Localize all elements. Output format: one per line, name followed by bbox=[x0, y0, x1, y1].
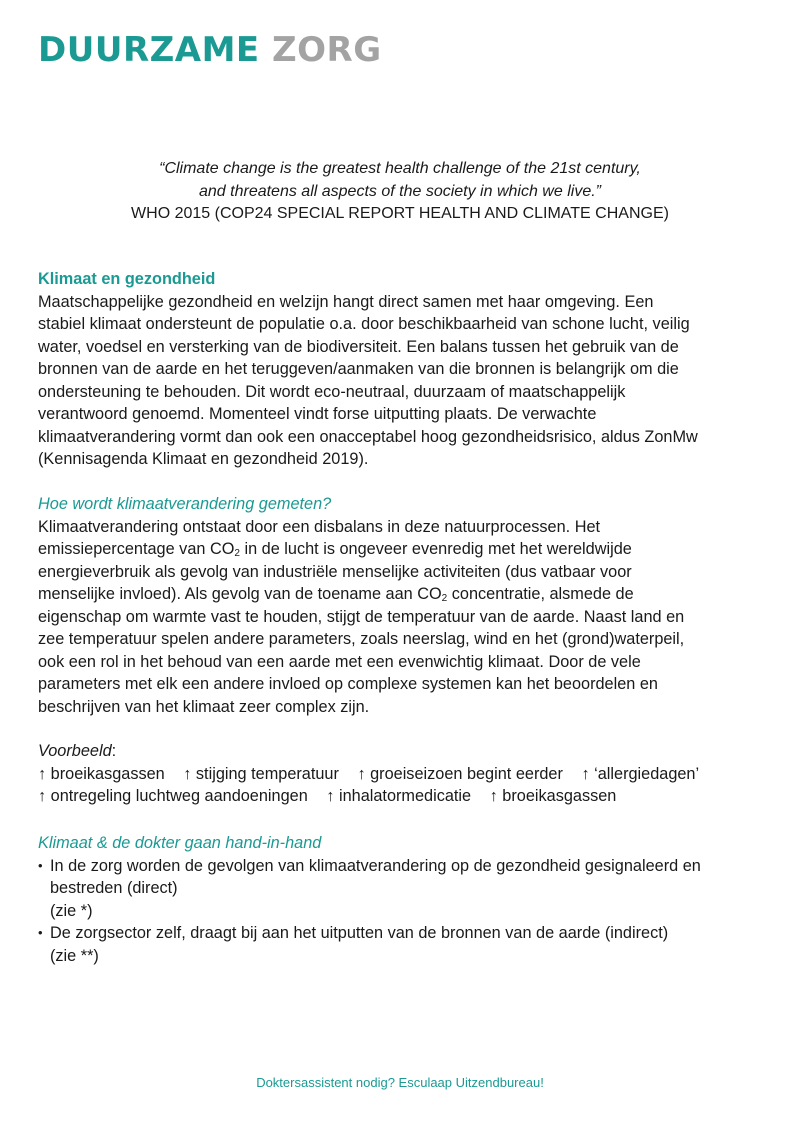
example-label bbox=[38, 740, 768, 763]
quote-line-2: and threatens all aspects of the society in which we live.” bbox=[199, 182, 601, 200]
example-label-text: Voorbeeld bbox=[38, 742, 112, 760]
bullet-line: bestreden (direct) bbox=[50, 879, 178, 897]
bullet-item bbox=[38, 922, 768, 967]
section-heading: Klimaat en gezondheid bbox=[38, 270, 216, 288]
bullet-line: • In de zorg worden de gevolgen van klimaatverandering op de gezondheid gesignaleerd en bbox=[50, 856, 701, 875]
subscript: 2 bbox=[441, 593, 448, 604]
paragraph-line: klimaatverandering vormt dan ook een onacceptabel hoog gezondheidsrisico, aldus ZonMw bbox=[38, 427, 698, 446]
example-block bbox=[38, 740, 768, 808]
title-part-1: DUURZAME bbox=[38, 30, 260, 70]
example-item: ↑ broeikasgassen bbox=[489, 787, 617, 805]
example-row-1 bbox=[38, 763, 768, 786]
paragraph-line: energieverbruik als gevolg van industriële menselijke activiteiten (dus vatbaar voor bbox=[38, 562, 632, 581]
footer-tagline: Doktersassistent nodig? Esculaap Uitzendbureau! bbox=[256, 1075, 544, 1090]
text-fragment: menselijke invloed). Als gevolg van de toename aan CO bbox=[38, 585, 442, 603]
paragraph-line: ook een rol in het behoud van een aarde met een evenwichtig klimaat. Door de vele bbox=[38, 652, 641, 671]
bullet-item bbox=[38, 855, 768, 923]
section-paragraph bbox=[38, 516, 768, 719]
subscript: 2 bbox=[234, 548, 240, 559]
quote-line-1: “Climate change is the greatest health challenge of the 21st century, bbox=[159, 160, 641, 177]
paragraph-line: verantwoord genoemd. Momenteel vindt forse uitputting plaats. De verwachte bbox=[38, 405, 597, 423]
paragraph-line: zee temperatuur spelen andere parameters, zoals neerslag, wind en het (grond)waterpeil, bbox=[38, 630, 685, 648]
section-klimaatverandering-gemeten bbox=[38, 493, 768, 718]
paragraph-line: stabiel klimaat ondersteunt de populatie o.a. door beschikbaarheid van schone lucht, veilig bbox=[38, 315, 690, 333]
text-fragment: in de lucht is ongeveer evenredig met het wereldwijde bbox=[239, 540, 632, 558]
section-klimaat-gezondheid bbox=[38, 268, 768, 471]
bullet-line: • De zorgsector zelf, draagt bij aan het uitputten van de bronnen van de aarde (indirect) bbox=[50, 924, 669, 942]
paragraph-line: beschrijven van het klimaat zeer complex zijn. bbox=[38, 697, 370, 716]
page-title bbox=[38, 30, 382, 70]
paragraph-line bbox=[38, 538, 768, 561]
paragraph-line: (Kennisagenda Klimaat en gezondheid 2019). bbox=[38, 450, 369, 468]
paragraph-line: Maatschappelijke gezondheid en welzijn hangt direct samen met haar omgeving. Een bbox=[38, 292, 654, 311]
title-part-2: ZORG bbox=[272, 30, 382, 70]
paragraph-line: ondersteuning te behouden. Dit wordt eco-neutraal, duurzaam of maatschappelijk bbox=[38, 382, 626, 401]
example-item: ↑ ‘allergiedagen’ bbox=[581, 764, 700, 783]
example-item: ↑ broeikasgassen bbox=[38, 764, 165, 783]
paragraph-line: Klimaatverandering ontstaat door een disbalans in deze natuurprocessen. Het bbox=[38, 517, 601, 536]
section-heading: Hoe wordt klimaatverandering gemeten? bbox=[38, 495, 332, 513]
example-item: ↑ groeiseizoen begint eerder bbox=[357, 764, 563, 783]
paragraph-line bbox=[38, 583, 768, 606]
bullet-list bbox=[38, 855, 768, 968]
bullet-line: (zie **) bbox=[50, 946, 99, 965]
who-quote bbox=[100, 158, 700, 226]
example-item: ↑ inhalatormedicatie bbox=[326, 787, 472, 805]
paragraph-line: parameters met elk een andere invloed op complexe systemen kan het beoordelen en bbox=[38, 675, 658, 693]
paragraph-line: water, voedsel en versterking van de biodiversiteit. Een balans tussen het gebruik van de bbox=[38, 337, 679, 356]
section-klimaat-dokter bbox=[38, 832, 768, 967]
section-paragraph bbox=[38, 291, 768, 471]
example-row-2 bbox=[38, 785, 768, 808]
example-item: ↑ stijging temperatuur bbox=[183, 764, 339, 783]
text-fragment: emissiepercentage van CO bbox=[38, 540, 235, 558]
quote-source: WHO 2015 (COP24 SPECIAL REPORT HEALTH AND CLIMATE CHANGE) bbox=[131, 205, 669, 222]
paragraph-line: eigenschap om warmte vast te houden, stijgt de temperatuur van de aarde. Naast land en bbox=[38, 607, 685, 626]
bullet-line: (zie *) bbox=[50, 901, 93, 920]
section-heading: Klimaat & de dokter gaan hand-in-hand bbox=[38, 834, 322, 852]
example-item: ↑ ontregeling luchtweg aandoeningen bbox=[38, 787, 308, 805]
example-colon: : bbox=[111, 742, 117, 760]
text-fragment: concentratie, alsmede de bbox=[447, 585, 634, 603]
paragraph-line: bronnen van de aarde en het teruggeven/aanmaken van die bronnen is belangrijk om die bbox=[38, 360, 679, 378]
